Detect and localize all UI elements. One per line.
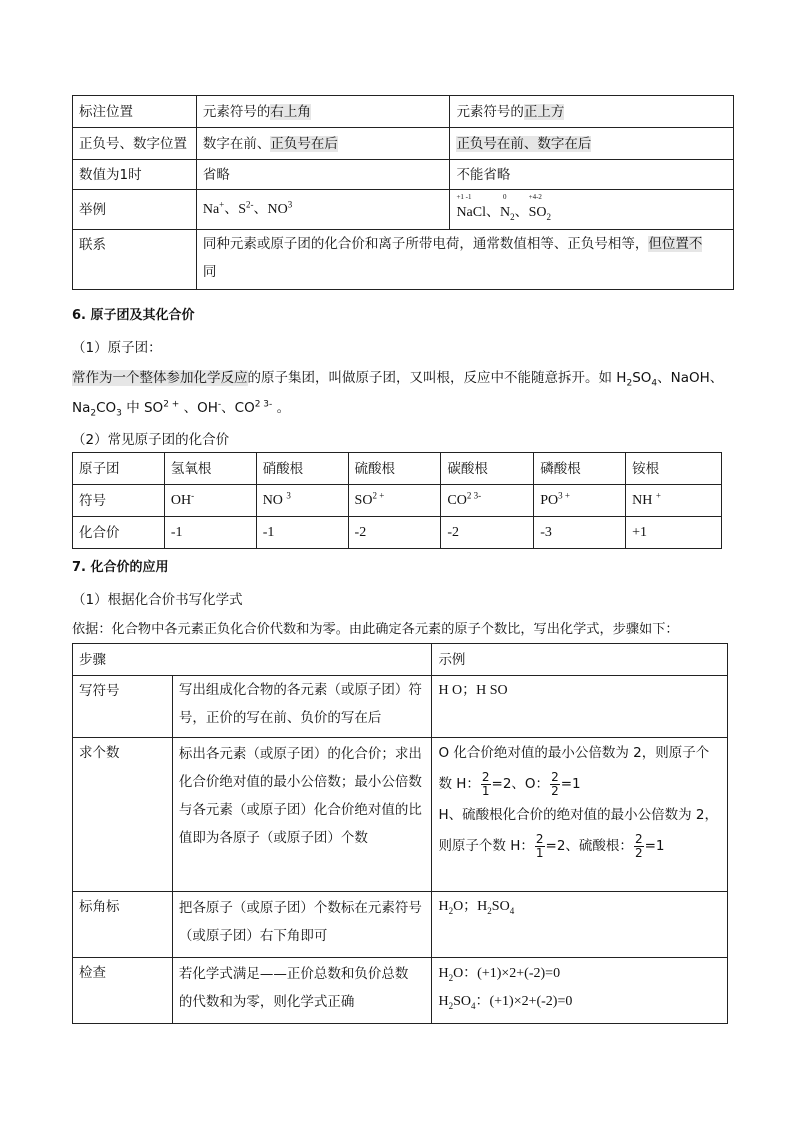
step-row: 标角标 把各原子（或原子团）个数标在元素符号 （或原子团）右下角即可 $H_2O$；$H_2SO_4$ bbox=[73, 892, 728, 958]
row-label: 联系 bbox=[73, 230, 197, 290]
row-label: 数值为1时 bbox=[73, 160, 197, 190]
valence-examples: +1 -1 NaCl、 0 $N_2$、 +4-2 $SO_2$ bbox=[450, 190, 734, 230]
row-label: 举例 bbox=[73, 190, 197, 230]
step-row: 求个数 标出各元素（或原子团）的化合价；求出 化合价绝对值的最小公倍数；最小公倍数 与各元素（或原子团）化合价绝对值的比 值即为各原子（或原子团）个数 O 化合价绝对值的最小公倍数为 2，则原子个 数 H： $\frac{2}{1}$ =2、O： $\frac{2}{2}$ =1 H、硫酸根化合价的绝对值的最小公倍数为 2， 则原子个数 H： $\frac{2}{1}$ =2、硫酸根： $\frac{2}{2}$ =1 bbox=[73, 738, 728, 892]
symbol-row: 符号 OH- NO $^3$ $SO^{2 +}$ $CO^{2 3-}$ $PO^{3 +}$ NH + bbox=[73, 485, 722, 517]
row-label: 标注位置 bbox=[73, 96, 197, 128]
step-row: 检查 若化学式满足——正价总数和负价总数 的代数和为零，则化学式正确 $H_2O$：(+1)×2+(-2)=0 $H_2SO_4$：(+1)×2+(-2)=0 bbox=[73, 958, 728, 1024]
notation-comparison-table: 标注位置 元素符号的右上角 元素符号的正上方 正负号、数字位置 数字在前、正负号在后 正负号在前、数字在后 数值为1时 省略 不能省略 举例 Na+、$S^{2-}$、$NO^3$ +1 -1 NaCl、 0 $N_2$、 +4-2 $SO_2$ 联系 同种元素或原子团的化合价和离子所带电荷，通常数值相等、正负号相等，但位置不 同 bbox=[72, 95, 734, 290]
header-row: 原子团 氢氧根 硝酸根 硫酸根 碳酸根 磷酸根 铵根 bbox=[73, 453, 722, 485]
cell: 不能省略 bbox=[450, 160, 734, 190]
subheading-write-formula: （1）根据化合价书写化学式 bbox=[72, 592, 243, 608]
section-6-heading: 6. 原子团及其化合价 bbox=[72, 308, 195, 323]
formula-steps-table bbox=[72, 643, 728, 1024]
valence-row: 化合价 -1 -1 -2 -2 -3 +1 bbox=[73, 517, 722, 549]
row-label: 正负号、数字位置 bbox=[73, 128, 197, 160]
basis-text: 依据：化合物中各元素正负化合价代数和为零。由此确定各元素的原子个数比，写出化学式，步骤如下： bbox=[72, 622, 679, 637]
atom-group-definition: 常作为一个整体参加化学反应的原子集团，叫做原子团，又叫根，反应中不能随意拆开。如 $H_2SO_4$、NaOH、 bbox=[72, 370, 724, 389]
relation-text: 同种元素或原子团的化合价和离子所带电荷，通常数值相等、正负号相等，但位置不 同 bbox=[196, 230, 733, 290]
section-7-heading: 7. 化合价的应用 bbox=[72, 560, 169, 575]
subheading-common-groups: （2）常见原子团的化合价 bbox=[72, 432, 230, 448]
step-row: 写符号 写出组成化合物的各元素（或原子团）符 号，正价的写在前、负价的写在后 H O；H SO bbox=[73, 676, 728, 738]
atom-group-valence-table bbox=[72, 452, 722, 549]
atom-group-examples: $Na_2CO_3$ 中 $SO^{2 +}$ 、OH-、$CO^{2 3-}$ 。 bbox=[72, 399, 291, 419]
header-row: 步骤 示例 bbox=[73, 644, 728, 676]
cell: 省略 bbox=[196, 160, 450, 190]
subheading-atom-group: （1）原子团： bbox=[72, 340, 162, 356]
ion-examples: Na+、$S^{2-}$、$NO^3$ bbox=[196, 190, 450, 230]
